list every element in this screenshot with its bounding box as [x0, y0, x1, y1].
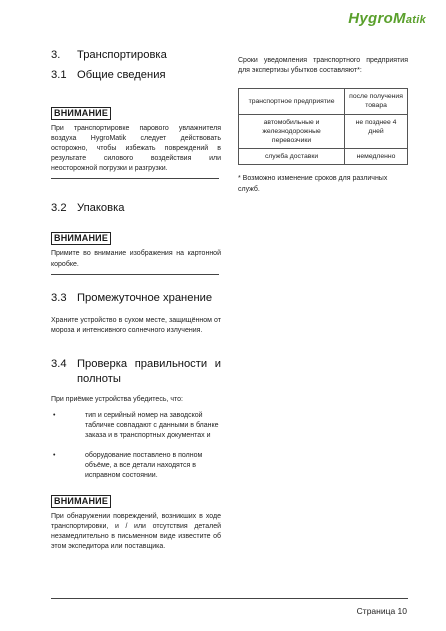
warning-label: ВНИМАНИЕ — [51, 232, 111, 245]
table-cell: немедленно — [345, 149, 408, 165]
section-3-2-heading: 3.2 Упаковка — [51, 202, 125, 215]
logo-text-part1: Hygro — [348, 10, 394, 27]
section-3-1-heading: 3.1 Общие сведения — [51, 69, 166, 81]
table-row — [239, 114, 408, 149]
notice-deadlines-table — [238, 88, 408, 165]
footnote-text: * Возможно изменение сроков для различных служб. — [238, 175, 388, 193]
table-header-cell: после получения товара — [345, 89, 408, 114]
footer-divider — [51, 598, 408, 599]
table-row — [239, 149, 408, 165]
table-header-cell: транспортное предприятие — [239, 89, 345, 114]
section-3-4-heading: 3.4 Проверка правильности и полноты — [51, 357, 221, 385]
warning-text: При обнаружении повреждений, возникших в ходе транспортировки, и / или отсутствия деталей незамедлительно в письменном виде известите об этом экспедитора или поставщика. — [51, 512, 221, 550]
table-cell: не позднее 4 дней — [345, 114, 408, 149]
warning-label: ВНИМАНИЕ — [51, 495, 111, 508]
storage-text: Храните устройство в сухом месте, защищённом от мороза и интенсивного солнечного излучения. — [51, 316, 221, 334]
warning-text: Примите во внимание изображения на картонной коробке. — [51, 250, 221, 268]
table-cell: служба доставки — [239, 149, 345, 165]
section-3-3-heading: 3.3 Промежуточное хранение — [51, 291, 213, 304]
table-cell: автомобильные и железнодорожные перевозчики — [239, 114, 345, 149]
right-column — [238, 56, 408, 195]
check-intro-text: При приёмке устройства убедитесь, что: — [51, 395, 183, 403]
notice-intro-text: Сроки уведомления транспортного предприятия для экспертизы убытков составляют*: — [238, 57, 408, 75]
page-number: Страница 10 — [356, 606, 407, 616]
left-column — [51, 48, 221, 552]
logo-text-cap: M — [393, 10, 406, 27]
hygromatik-logo — [348, 11, 426, 26]
table-header-row — [239, 89, 408, 114]
logo-text-part2: atik — [405, 14, 426, 26]
divider — [51, 178, 219, 179]
section-3-heading: 3. Транспортировка — [51, 49, 167, 61]
list-item: • оборудование поставлено в полном объёме, а все детали находятся в исправном состоянии. — [53, 452, 203, 480]
divider — [51, 274, 219, 275]
list-item: • тип и серийный номер на заводской табличке совпадают с данными в бланке заказа и в транспортных документах и — [53, 411, 219, 440]
warning-text: При транспортировке парового увлажнителя воздуха HygroMatik следует действовать осторожно, чтобы избежать повреждений в результате силового воздействия или неосторожной погрузки и разгрузки. — [51, 125, 221, 173]
check-list — [51, 411, 221, 482]
warning-label: ВНИМАНИЕ — [51, 107, 111, 120]
